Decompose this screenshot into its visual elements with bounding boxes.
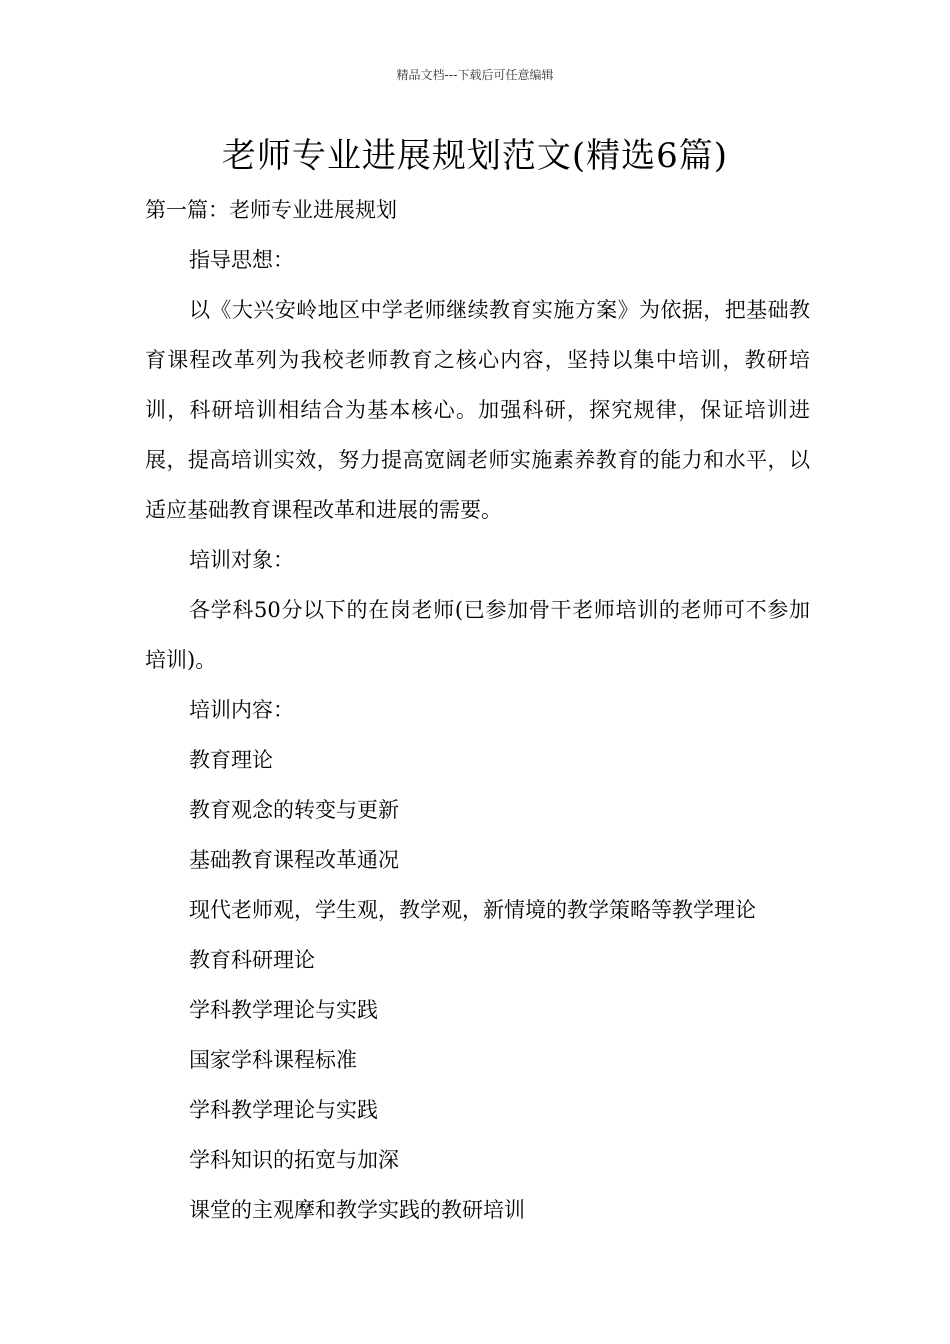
list-item: 教育科研理论 (189, 948, 315, 972)
target-label: 培训对象： (189, 548, 294, 572)
guiding-paragraph: 以《大兴安岭地区中学老师继续教育实施方案》为依据，把基础教育课程改革列为我校老师教育之核心内容，坚持以集中培训，教研培训，科研培训相结合为基本核心。加强科研，探究规律，保证培训进展，提高培训实效，努力提高宽阔老师实施素养教育的能力和水平，以适应基础教育课程改革和进展的需要。 (145, 298, 810, 522)
list-item: 课堂的主观摩和教学实践的教研培训 (189, 1198, 525, 1222)
list-item: 基础教育课程改革通况 (189, 848, 399, 872)
target-paragraph: 各学科50分以下的在岗老师(已参加骨干老师培训的老师可不参加培训)。 (145, 598, 810, 672)
document-title: 老师专业进展规划范文(精选6篇) (221, 136, 729, 176)
list-item: 现代老师观，学生观，教学观，新情境的教学策略等教学理论 (189, 898, 756, 922)
list-item: 国家学科课程标准 (189, 1048, 357, 1072)
section-heading: 第一篇：老师专业进展规划 (145, 198, 397, 222)
list-item: 教育理论 (189, 748, 273, 772)
guiding-label: 指导思想： (189, 248, 294, 272)
header-note: 精品文档---下载后可任意编辑 (396, 68, 554, 82)
document-body (145, 185, 810, 1235)
list-item: 学科教学理论与实践 (189, 998, 378, 1022)
content-label: 培训内容： (189, 698, 294, 722)
list-item: 教育观念的转变与更新 (189, 798, 399, 822)
list-item: 学科教学理论与实践 (189, 1098, 378, 1122)
list-item: 学科知识的拓宽与加深 (189, 1148, 399, 1172)
